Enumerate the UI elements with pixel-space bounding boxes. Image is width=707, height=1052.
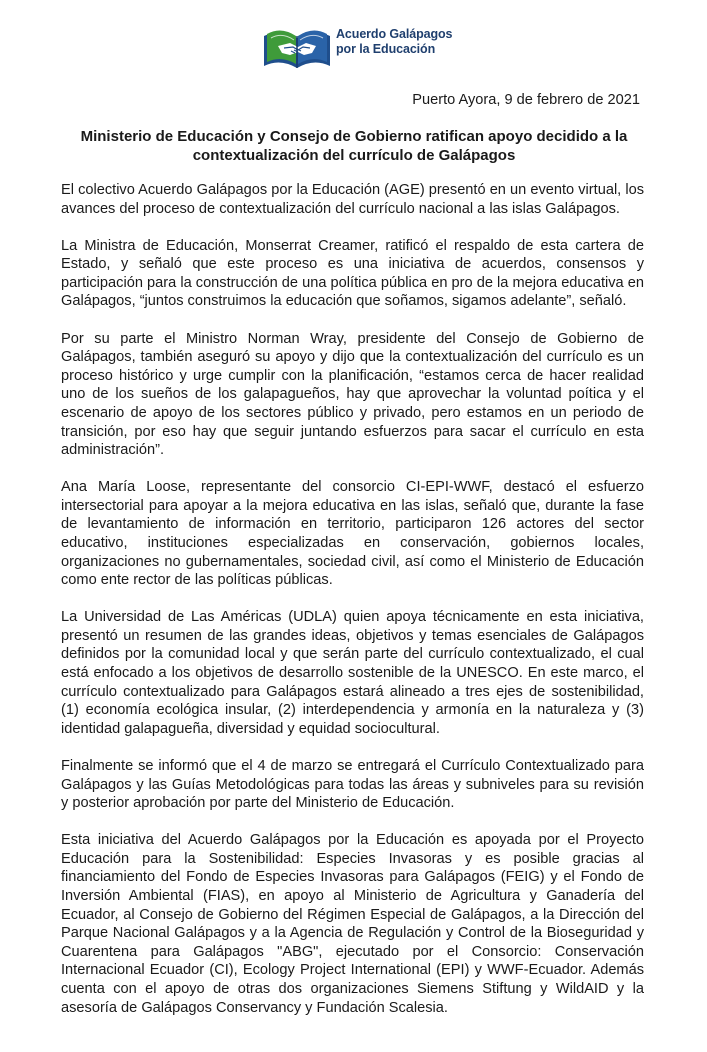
open-book-handshake-icon [260, 22, 334, 72]
paragraph-4: Ana María Loose, representante del consorcio CI-EPI-WWF, destacó el esfuerzo intersectorial para apoyar a la mejora educativa en las islas, señaló que, durante la fase de levantamiento de información en territorio, participaron 126 actores del sector educativo, instituciones especializadas en conservación, gobiernos locales, organizaciones no gubernamentales, sociedad civil, así como el Ministerio de Educación como ente rector de las políticas públicas. [61, 479, 644, 589]
paragraph-3: Por su parte el Ministro Norman Wray, presidente del Consejo de Gobierno de Galápagos, también aseguró su apoyo y dijo que la contextualización del currículo es un proceso histórico y urge cumplir con la planificación, “estamos cerca de hacer realidad uno de los sueños de los galapagueños, hay que aprovechar la voluntad poítica y el escenario de apoyo de los sectores público y privado, pero estamos en un periodo de transición, por eso hay que seguir juntando esfuerzos para sacar el currículo en esta administración”. [61, 330, 644, 459]
logo-line-1: Acuerdo Galápagos [336, 27, 453, 41]
logo-wordmark [336, 27, 452, 57]
document-body [61, 181, 644, 1036]
paragraph-2: La Ministra de Educación, Monserrat Creamer, ratificó el respaldo de esta cartera de Estado, y señaló que este proceso es una iniciativa de acuerdos, consensos y participación para la construcción de una política pública en pro de la mejora educativa en Galápagos, “juntos construimos la educación que soñamos, sigamos adelante”, señaló. [61, 237, 644, 310]
paragraph-5: La Universidad de Las Américas (UDLA) quien apoya técnicamente en esta iniciativa, presentó un resumen de las grandes ideas, objetivos y temas esenciales de Galápagos definidos por la comunidad local y que serán parte del currículo contextualizado, el cual está enfocado a los objetivos de desarrollo sostenible de la UNESCO. En este marco, el currículo contextualizado para Galápagos estará alineado a tres ejes de sostenibilidad, (1) economía ecológica insular, (2) interdependencia y armonía en la naturaleza y (3) identidad galapagueña, diversidad y equidad sociocultural. [61, 609, 644, 737]
document-title: Ministerio de Educación y Consejo de Gobierno ratifican apoyo decidido a la contextualización del currículo de Galápagos [80, 128, 628, 164]
dateline: Puerto Ayora, 9 de febrero de 2021 [412, 92, 640, 108]
logo-line-2: por la Educación [336, 42, 436, 56]
paragraph-1: El colectivo Acuerdo Galápagos por la Educación (AGE) presentó en un evento virtual, los avances del proceso de contextualización del currículo nacional a las islas Galápagos. [61, 182, 644, 217]
age-logo [260, 22, 460, 72]
paragraph-6: Finalmente se informó que el 4 de marzo se entregará el Currículo Contextualizado para Galápagos y las Guías Metodológicas para todas las áreas y subniveles para su revisión y posterior aprobación por parte del Ministerio de Educación. [61, 757, 644, 812]
paragraph-7: Esta iniciativa del Acuerdo Galápagos por la Educación es apoyada por el Proyecto Educación para la Sostenibilidad: Especies Invasoras y es posible gracias al financiamiento del Fondo de Especies Invasoras para Galápagos (FEIG) y el Fondo de Inversión Ambiental (FIAS), en apoyo al Ministerio de Agricultura y Ganadería del Ecuador, al Consejo de Gobierno del Régimen Especial de Galápagos, a la Dirección del Parque Nacional Galápagos y a la Agencia de Regulación y Control de la Bioseguridad y Cuarentena para Galápagos "ABG", ejecutado por el Consorcio: Conservación Internacional Ecuador (CI), Ecology Project International (EPI) y WWF-Ecuador. Además cuenta con el apoyo de otras dos organizaciones Siemens Stiftung y WildAID y la asesoría de Galápagos Conservancy y Fundación Scalesia. [61, 832, 644, 1016]
